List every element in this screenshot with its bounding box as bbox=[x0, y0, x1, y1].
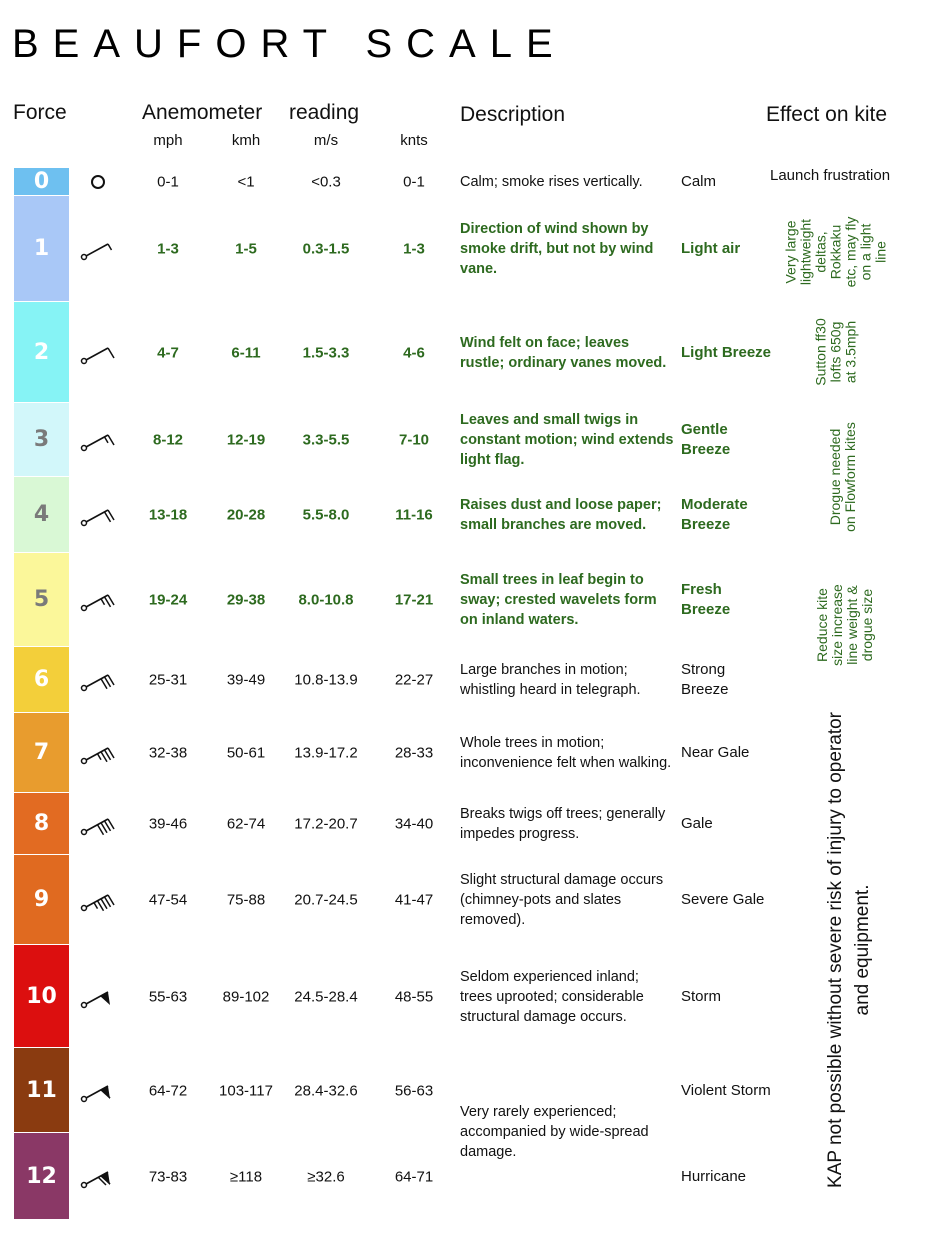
cell-mph: 73-83 bbox=[148, 1168, 188, 1185]
cell-ms: <0.3 bbox=[311, 173, 341, 191]
cell-kmh: 75-88 bbox=[226, 891, 266, 909]
force-band-12: 12 bbox=[14, 1133, 69, 1219]
force-band-5: 5 bbox=[14, 553, 69, 646]
header-force: Force bbox=[13, 101, 67, 124]
cell-wind-name: Near Gale bbox=[681, 744, 750, 761]
cell-wind-name: Hurricane bbox=[681, 1167, 747, 1185]
cell-wind-name: Gale bbox=[681, 815, 713, 832]
cell-ms: 13.9-17.2 bbox=[294, 744, 358, 762]
header-description: Description bbox=[460, 103, 566, 126]
header-ms: m/s bbox=[313, 132, 339, 149]
force-band-7: 7 bbox=[14, 713, 69, 792]
cell-description: Slight structural damage occurs (chimney-pots and slates removed). bbox=[460, 872, 664, 928]
cell-description: Whole trees in motion; inconvenience felt when walking. bbox=[460, 735, 672, 771]
cell-kmh: ≥118 bbox=[229, 1168, 263, 1185]
force-band-3: 3 bbox=[14, 403, 69, 476]
cell-kmh: 89-102 bbox=[222, 988, 270, 1005]
cell-mph: 64-72 bbox=[148, 1082, 188, 1099]
cell-wind-name: Gentle Breeze bbox=[681, 421, 731, 458]
cell-ms: ≥32.6 bbox=[307, 1168, 345, 1185]
cell-mph: 8-12 bbox=[152, 431, 184, 449]
cell-knts: 17-21 bbox=[394, 591, 434, 609]
header-mph: mph bbox=[153, 132, 183, 149]
cell-knts: 7-10 bbox=[398, 431, 430, 449]
wind-barb-icon bbox=[80, 1162, 120, 1192]
kite-effect-force7-12: KAP not possible without severe risk of injury to operator and equipment. bbox=[825, 712, 873, 1188]
kite-effect-force5-6: Reduce kite size increase line weight & drogue size bbox=[814, 584, 875, 666]
kite-effect-force2: Sutton ff30 lofts 650g at 3.5mph bbox=[812, 318, 859, 386]
cell-mph: 19-24 bbox=[148, 591, 188, 609]
cell-wind-name: Light air bbox=[681, 240, 741, 257]
cell-wind-name: Moderate Breeze bbox=[681, 496, 748, 533]
cell-description: Seldom experienced inland; trees uprooted; considerable structural damage occurs. bbox=[460, 968, 644, 1025]
cell-kmh: 62-74 bbox=[226, 815, 266, 833]
cell-description: Raises dust and loose paper; small branches are moved. bbox=[460, 497, 662, 533]
cell-ms: 10.8-13.9 bbox=[294, 671, 358, 689]
cell-ms: 24.5-28.4 bbox=[294, 988, 358, 1005]
wind-barb-icon bbox=[80, 1076, 120, 1106]
cell-ms: 28.4-32.6 bbox=[294, 1082, 358, 1099]
cell-kmh: 1-5 bbox=[235, 240, 257, 258]
force-band-11: 11 bbox=[14, 1048, 69, 1132]
cell-description: Wind felt on face; leaves rustle; ordinary vanes moved. bbox=[460, 334, 667, 371]
cell-knts: 56-63 bbox=[394, 1082, 434, 1099]
wind-barb-icon bbox=[80, 885, 120, 915]
wind-barb-icon bbox=[80, 809, 120, 839]
cell-ms: 17.2-20.7 bbox=[294, 815, 358, 833]
header-kmh: kmh bbox=[231, 132, 261, 149]
header-effect-on-kite: Effect on kite bbox=[766, 103, 888, 126]
wind-barb-icon bbox=[80, 982, 120, 1012]
cell-mph: 4-7 bbox=[157, 344, 179, 361]
cell-wind-name: Severe Gale bbox=[681, 891, 765, 908]
cell-kmh: 12-19 bbox=[226, 431, 266, 449]
cell-wind-name: Storm bbox=[681, 987, 722, 1005]
cell-knts: 34-40 bbox=[394, 815, 434, 833]
cell-mph: 47-54 bbox=[148, 891, 188, 909]
kite-effect-force3-4: Drogue needed on Flowform kites bbox=[827, 422, 858, 532]
force-band-6: 6 bbox=[14, 647, 69, 712]
cell-knts: 48-55 bbox=[394, 988, 434, 1005]
cell-wind-name: Violent Storm bbox=[681, 1081, 771, 1099]
cell-ms: 20.7-24.5 bbox=[294, 891, 358, 909]
cell-knts: 28-33 bbox=[394, 744, 434, 762]
cell-mph: 39-46 bbox=[148, 815, 188, 833]
cell-knts: 1-3 bbox=[403, 240, 425, 258]
cell-wind-name: Calm bbox=[681, 173, 717, 190]
cell-knts: 4-6 bbox=[403, 344, 425, 361]
cell-description: Leaves and small twigs in constant motion; wind extends light flag. bbox=[460, 412, 674, 468]
cell-ms: 3.3-5.5 bbox=[302, 431, 350, 449]
kite-effect-force0: Launch frustration bbox=[770, 167, 891, 184]
force-band-0: 0 bbox=[14, 168, 69, 195]
force-band-8: 8 bbox=[14, 793, 69, 854]
cell-knts: 41-47 bbox=[394, 891, 434, 909]
cell-mph: 13-18 bbox=[148, 506, 188, 524]
cell-knts: 11-16 bbox=[395, 506, 433, 524]
cell-ms: 1.5-3.3 bbox=[302, 344, 350, 361]
cell-wind-name: Light Breeze bbox=[681, 343, 772, 361]
cell-description: Small trees in leaf begin to sway; crested wavelets form on inland waters. bbox=[460, 572, 657, 628]
cell-kmh: 20-28 bbox=[226, 506, 266, 524]
cell-kmh: <1 bbox=[237, 173, 255, 191]
cell-knts: 64-71 bbox=[394, 1168, 434, 1185]
force-band-1: 1 bbox=[14, 196, 69, 301]
wind-barb-icon bbox=[80, 167, 120, 197]
page-title: BEAUFORT SCALE bbox=[12, 22, 567, 66]
cell-kmh: 103-117 bbox=[219, 1082, 273, 1099]
header-knts: knts bbox=[400, 132, 428, 149]
cell-description: Breaks twigs off trees; generally impedes progress. bbox=[460, 806, 666, 842]
cell-ms: 0.3-1.5 bbox=[302, 240, 350, 258]
cell-wind-name: Strong Breeze bbox=[681, 661, 729, 698]
cell-mph: 55-63 bbox=[148, 988, 188, 1005]
cell-description: Direction of wind shown by smoke drift, but not by wind vane. bbox=[460, 221, 654, 277]
cell-mph: 0-1 bbox=[157, 173, 179, 191]
cell-kmh: 6-11 bbox=[231, 344, 261, 361]
cell-ms: 5.5-8.0 bbox=[302, 506, 350, 524]
cell-ms: 8.0-10.8 bbox=[298, 591, 354, 609]
shared-description-11-12: Very rarely experienced; accompanied by wide-spread damage. bbox=[460, 1104, 649, 1160]
cell-description: Calm; smoke rises vertically. bbox=[460, 174, 643, 190]
wind-barb-icon bbox=[80, 500, 120, 530]
force-band-4: 4 bbox=[14, 477, 69, 552]
wind-barb-icon bbox=[80, 338, 120, 368]
cell-mph: 25-31 bbox=[148, 671, 188, 689]
cell-description: Large branches in motion; whistling heard in telegraph. bbox=[460, 662, 641, 698]
wind-barb-icon bbox=[80, 234, 120, 264]
wind-barb-icon bbox=[80, 738, 120, 768]
cell-knts: 22-27 bbox=[394, 671, 434, 689]
cell-mph: 1-3 bbox=[157, 240, 179, 258]
header-anemometer: Anemometer bbox=[142, 101, 263, 124]
kite-effect-force1: Very large lightweight deltas, Rokkaku etc, may fly on a light line bbox=[782, 216, 889, 288]
cell-kmh: 39-49 bbox=[226, 671, 266, 689]
cell-wind-name: Fresh Breeze bbox=[681, 581, 731, 618]
force-band-10: 10 bbox=[14, 945, 69, 1047]
cell-mph: 32-38 bbox=[148, 744, 188, 762]
wind-barb-icon bbox=[80, 665, 120, 695]
header-reading: reading bbox=[289, 101, 360, 124]
cell-kmh: 50-61 bbox=[226, 744, 266, 762]
cell-knts: 0-1 bbox=[403, 173, 425, 191]
cell-kmh: 29-38 bbox=[226, 591, 266, 609]
wind-barb-icon bbox=[80, 585, 120, 615]
wind-barb-icon bbox=[80, 425, 120, 455]
force-band-2: 2 bbox=[14, 302, 69, 402]
force-band-9: 9 bbox=[14, 855, 69, 944]
